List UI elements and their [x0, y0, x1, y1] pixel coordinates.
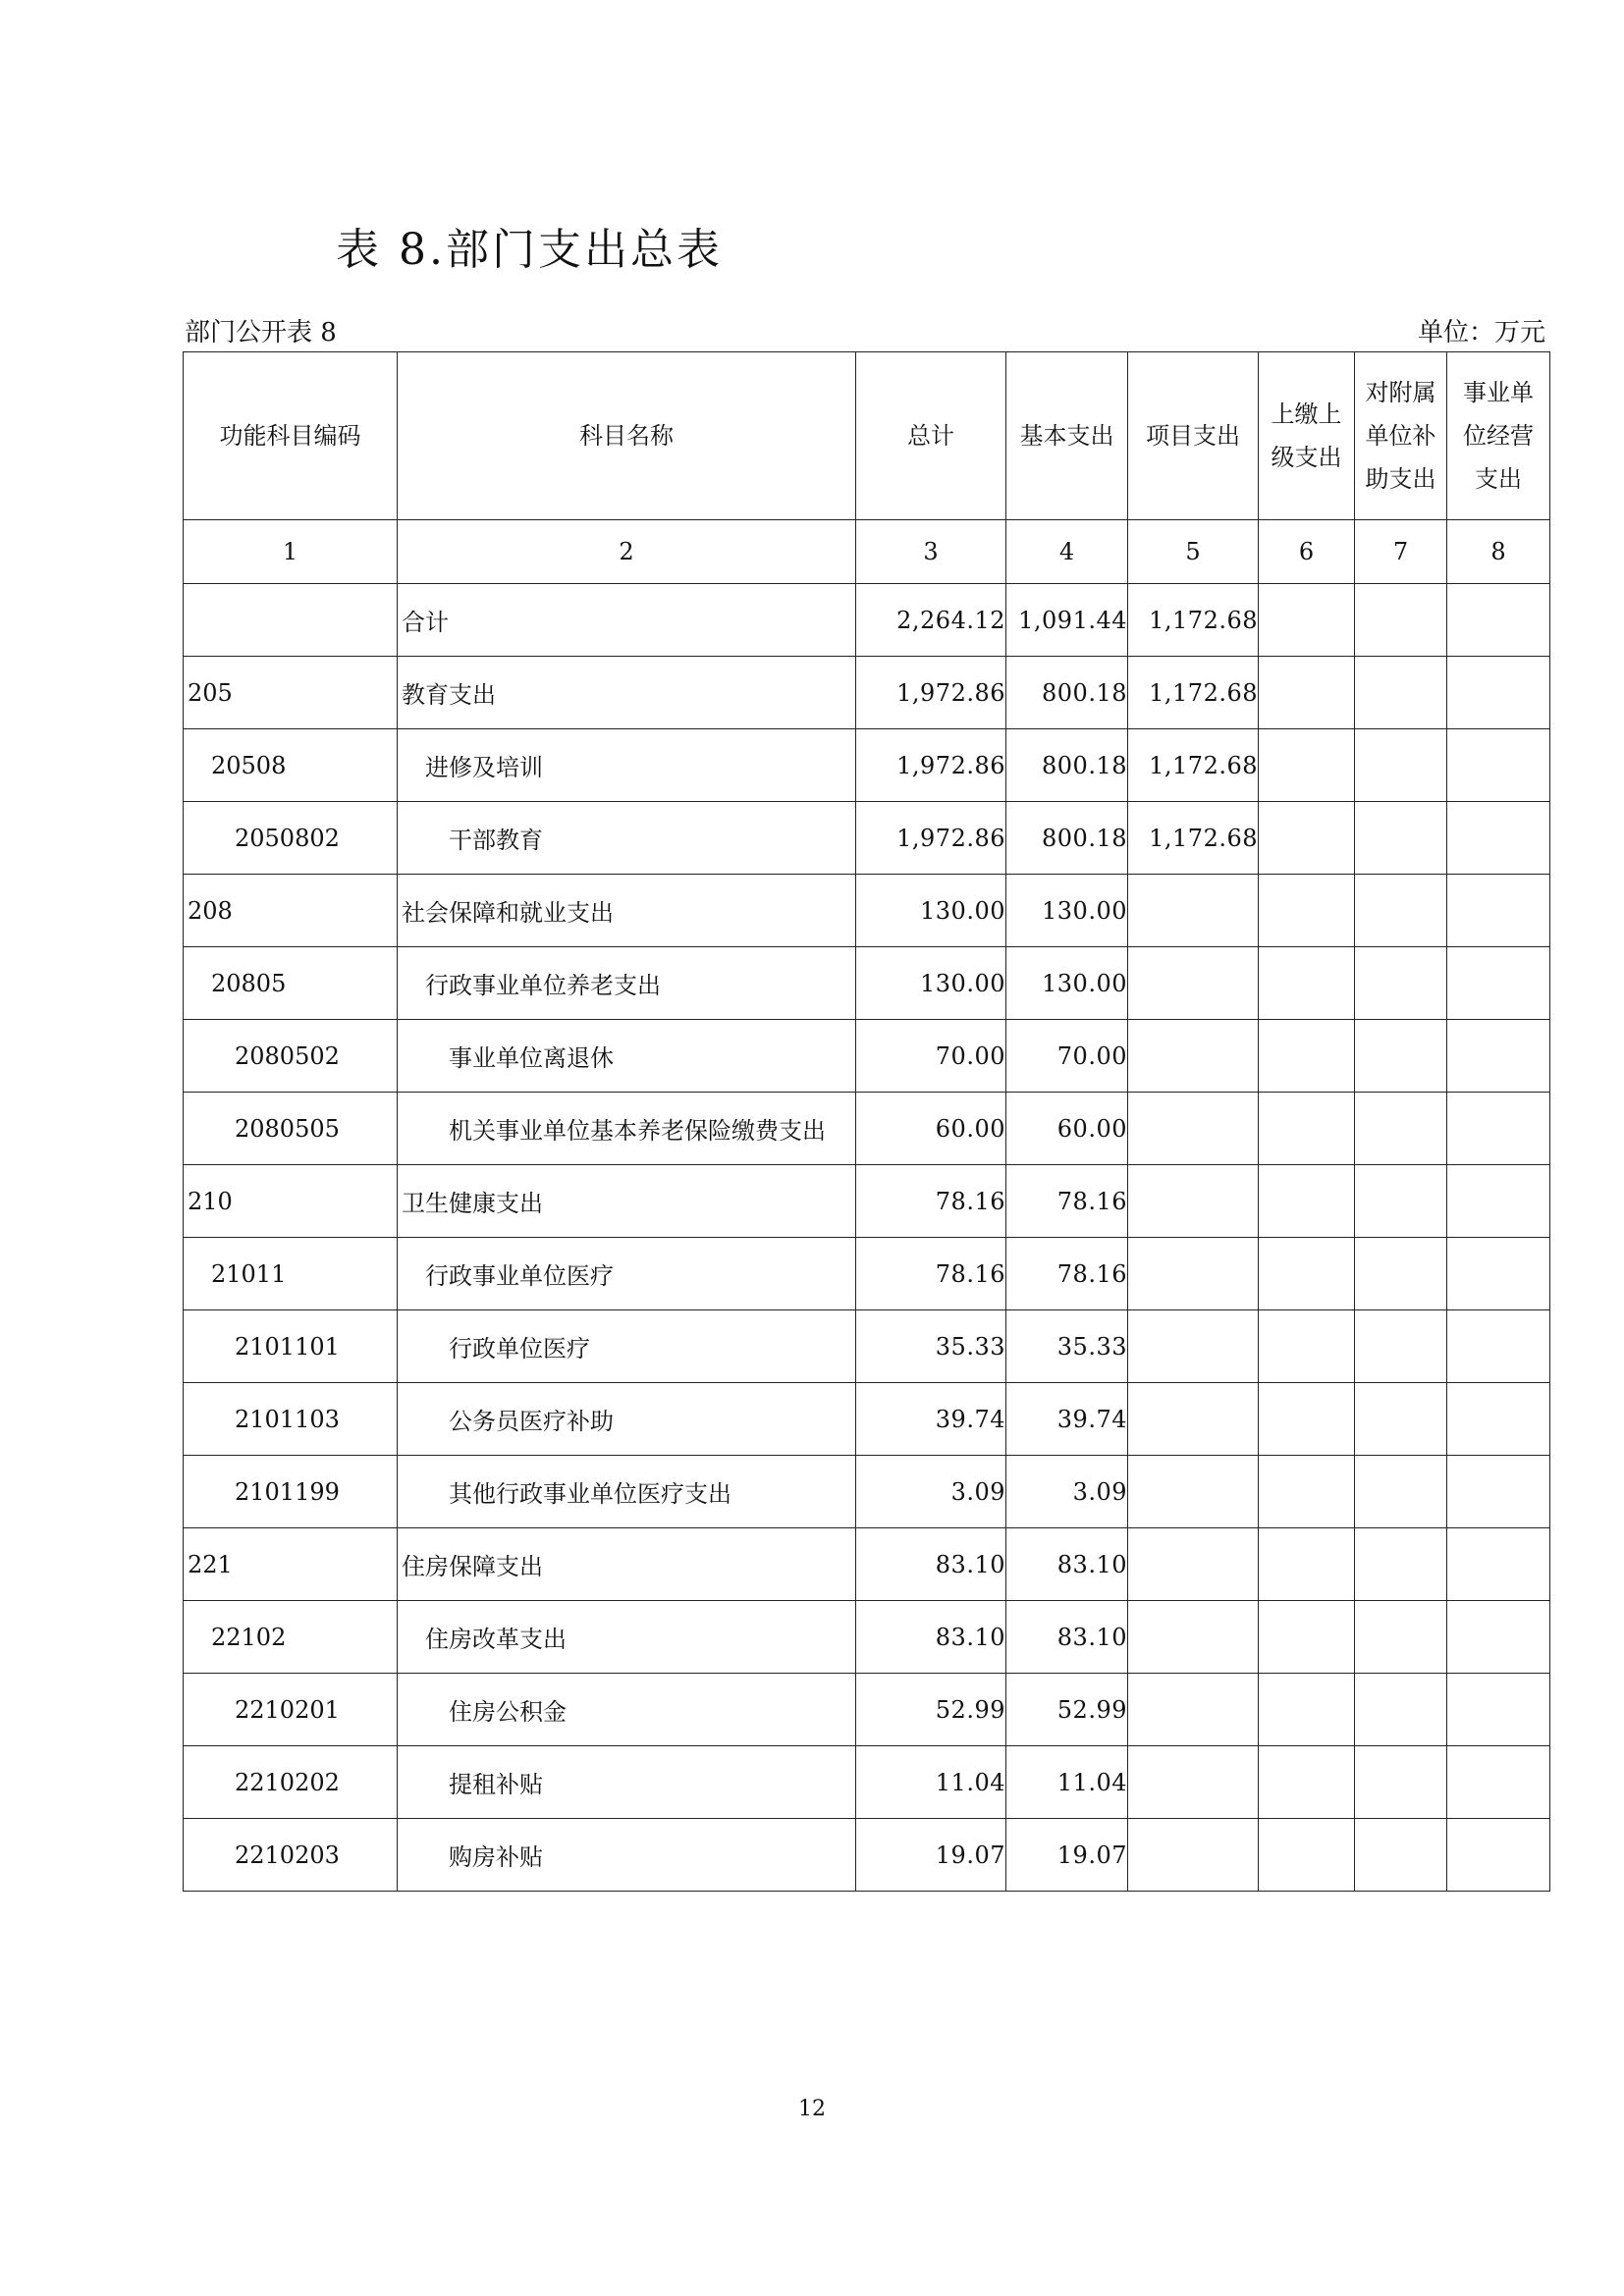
upper-cell — [1259, 802, 1355, 875]
table-row — [184, 1310, 1550, 1383]
name-cell: 行政事业单位医疗 — [398, 1238, 856, 1310]
project-cell — [1128, 1528, 1259, 1601]
table-row — [184, 1238, 1550, 1310]
table-row — [184, 802, 1550, 875]
column-number-5: 5 — [1128, 520, 1259, 584]
business-cell — [1447, 1093, 1550, 1165]
upper-cell — [1259, 1383, 1355, 1456]
upper-cell — [1259, 1238, 1355, 1310]
code-cell: 2210203 — [184, 1819, 398, 1892]
total-cell: 3.09 — [856, 1456, 1006, 1528]
basic-cell: 19.07 — [1006, 1819, 1128, 1892]
business-cell — [1447, 657, 1550, 729]
table-row — [184, 1456, 1550, 1528]
project-cell — [1128, 1746, 1259, 1819]
column-number-1: 1 — [184, 520, 398, 584]
subsidy-cell — [1355, 657, 1447, 729]
business-cell — [1447, 1674, 1550, 1746]
business-cell — [1447, 1456, 1550, 1528]
upper-cell — [1259, 875, 1355, 947]
project-cell — [1128, 1093, 1259, 1165]
code-cell: 2080502 — [184, 1020, 398, 1093]
subsidy-cell — [1355, 1601, 1447, 1674]
subsidy-cell — [1355, 1238, 1447, 1310]
business-cell — [1447, 1819, 1550, 1892]
name-cell: 合计 — [398, 584, 856, 657]
project-cell — [1128, 875, 1259, 947]
column-number-7: 7 — [1355, 520, 1447, 584]
column-number-4: 4 — [1006, 520, 1128, 584]
code-cell: 2050802 — [184, 802, 398, 875]
subsidy-cell — [1355, 1819, 1447, 1892]
basic-cell: 130.00 — [1006, 875, 1128, 947]
expenditure-table — [183, 351, 1550, 1892]
basic-cell: 1,091.44 — [1006, 584, 1128, 657]
code-cell: 2101103 — [184, 1383, 398, 1456]
header-row — [184, 352, 1550, 520]
code-cell: 2101101 — [184, 1310, 398, 1383]
name-cell: 住房改革支出 — [398, 1601, 856, 1674]
subsidy-cell — [1355, 1310, 1447, 1383]
name-cell: 进修及培训 — [398, 729, 856, 802]
name-cell: 公务员医疗补助 — [398, 1383, 856, 1456]
project-cell — [1128, 1383, 1259, 1456]
total-cell: 130.00 — [856, 947, 1006, 1020]
subsidy-cell — [1355, 1456, 1447, 1528]
name-cell: 住房公积金 — [398, 1674, 856, 1746]
code-cell: 205 — [184, 657, 398, 729]
name-cell: 机关事业单位基本养老保险缴费支出 — [398, 1093, 856, 1165]
upper-cell — [1259, 1165, 1355, 1238]
project-cell — [1128, 1674, 1259, 1746]
project-cell: 1,172.68 — [1128, 802, 1259, 875]
business-cell — [1447, 947, 1550, 1020]
business-cell — [1447, 729, 1550, 802]
total-cell: 70.00 — [856, 1020, 1006, 1093]
total-cell: 52.99 — [856, 1674, 1006, 1746]
subsidy-cell — [1355, 1165, 1447, 1238]
basic-cell: 11.04 — [1006, 1746, 1128, 1819]
project-cell — [1128, 1601, 1259, 1674]
name-cell: 其他行政事业单位医疗支出 — [398, 1456, 856, 1528]
subsidy-cell — [1355, 1020, 1447, 1093]
header-cell-total: 总计 — [856, 352, 1006, 520]
business-cell — [1447, 1746, 1550, 1819]
upper-cell — [1259, 1674, 1355, 1746]
code-cell: 21011 — [184, 1238, 398, 1310]
basic-cell: 800.18 — [1006, 729, 1128, 802]
code-cell: 20508 — [184, 729, 398, 802]
upper-cell — [1259, 1746, 1355, 1819]
upper-cell — [1259, 584, 1355, 657]
upper-cell — [1259, 657, 1355, 729]
table-row — [184, 1674, 1550, 1746]
basic-cell: 70.00 — [1006, 1020, 1128, 1093]
table-label: 部门公开表 8 — [185, 318, 337, 347]
code-cell: 22102 — [184, 1601, 398, 1674]
table-row — [184, 1093, 1550, 1165]
subsidy-cell — [1355, 1528, 1447, 1601]
business-cell — [1447, 802, 1550, 875]
business-cell — [1447, 1238, 1550, 1310]
column-number-row — [184, 520, 1550, 584]
project-cell: 1,172.68 — [1128, 657, 1259, 729]
table-row — [184, 1746, 1550, 1819]
subsidy-cell — [1355, 875, 1447, 947]
total-cell: 78.16 — [856, 1165, 1006, 1238]
code-cell: 2080505 — [184, 1093, 398, 1165]
table-row — [184, 584, 1550, 657]
header-cell-basic: 基本支出 — [1006, 352, 1128, 520]
name-cell: 住房保障支出 — [398, 1528, 856, 1601]
business-cell — [1447, 1601, 1550, 1674]
code-cell: 2210201 — [184, 1674, 398, 1746]
total-cell: 1,972.86 — [856, 729, 1006, 802]
column-number-3: 3 — [856, 520, 1006, 584]
upper-cell — [1259, 1528, 1355, 1601]
business-cell — [1447, 584, 1550, 657]
code-cell: 221 — [184, 1528, 398, 1601]
basic-cell: 35.33 — [1006, 1310, 1128, 1383]
page-title: 表 8.部门支出总表 — [336, 225, 723, 275]
business-cell — [1447, 1383, 1550, 1456]
name-cell: 干部教育 — [398, 802, 856, 875]
basic-cell: 3.09 — [1006, 1456, 1128, 1528]
name-cell: 行政单位医疗 — [398, 1310, 856, 1383]
project-cell — [1128, 1020, 1259, 1093]
total-cell: 2,264.12 — [856, 584, 1006, 657]
business-cell — [1447, 1528, 1550, 1601]
total-cell: 78.16 — [856, 1238, 1006, 1310]
table-row — [184, 1528, 1550, 1601]
upper-cell — [1259, 1020, 1355, 1093]
column-number-2: 2 — [398, 520, 856, 584]
table-row — [184, 729, 1550, 802]
table-row — [184, 657, 1550, 729]
name-cell: 卫生健康支出 — [398, 1165, 856, 1238]
total-cell: 11.04 — [856, 1746, 1006, 1819]
project-cell — [1128, 947, 1259, 1020]
table-row — [184, 947, 1550, 1020]
column-number-6: 6 — [1259, 520, 1355, 584]
business-cell — [1447, 1165, 1550, 1238]
basic-cell: 130.00 — [1006, 947, 1128, 1020]
project-cell: 1,172.68 — [1128, 729, 1259, 802]
code-cell: 2101199 — [184, 1456, 398, 1528]
code-cell: 210 — [184, 1165, 398, 1238]
upper-cell — [1259, 947, 1355, 1020]
total-cell: 39.74 — [856, 1383, 1006, 1456]
unit-label: 单位：万元 — [1417, 318, 1545, 347]
header-cell-project: 项目支出 — [1128, 352, 1259, 520]
project-cell — [1128, 1310, 1259, 1383]
total-cell: 35.33 — [856, 1310, 1006, 1383]
header-cell-code: 功能科目编码 — [184, 352, 398, 520]
upper-cell — [1259, 1093, 1355, 1165]
basic-cell: 78.16 — [1006, 1238, 1128, 1310]
basic-cell: 800.18 — [1006, 657, 1128, 729]
business-cell — [1447, 875, 1550, 947]
upper-cell — [1259, 729, 1355, 802]
total-cell: 19.07 — [856, 1819, 1006, 1892]
code-cell — [184, 584, 398, 657]
total-cell: 1,972.86 — [856, 657, 1006, 729]
basic-cell: 78.16 — [1006, 1165, 1128, 1238]
name-cell: 社会保障和就业支出 — [398, 875, 856, 947]
total-cell: 83.10 — [856, 1601, 1006, 1674]
subsidy-cell — [1355, 729, 1447, 802]
name-cell: 购房补贴 — [398, 1819, 856, 1892]
header-cell-name: 科目名称 — [398, 352, 856, 520]
basic-cell: 60.00 — [1006, 1093, 1128, 1165]
table-row — [184, 1383, 1550, 1456]
subsidy-cell — [1355, 1383, 1447, 1456]
name-cell: 教育支出 — [398, 657, 856, 729]
subsidy-cell — [1355, 802, 1447, 875]
total-cell: 83.10 — [856, 1528, 1006, 1601]
page-number: 12 — [798, 2097, 826, 2121]
name-cell: 提租补贴 — [398, 1746, 856, 1819]
header-cell-subsidy: 对附属单位补助支出 — [1355, 352, 1447, 520]
subsidy-cell — [1355, 584, 1447, 657]
name-cell: 行政事业单位养老支出 — [398, 947, 856, 1020]
project-cell: 1,172.68 — [1128, 584, 1259, 657]
table-row — [184, 875, 1550, 947]
upper-cell — [1259, 1310, 1355, 1383]
basic-cell: 83.10 — [1006, 1528, 1128, 1601]
header-cell-business: 事业单位经营支出 — [1447, 352, 1550, 520]
subsidy-cell — [1355, 1674, 1447, 1746]
column-number-8: 8 — [1447, 520, 1550, 584]
business-cell — [1447, 1310, 1550, 1383]
code-cell: 208 — [184, 875, 398, 947]
table-row — [184, 1020, 1550, 1093]
project-cell — [1128, 1165, 1259, 1238]
subsidy-cell — [1355, 1093, 1447, 1165]
upper-cell — [1259, 1601, 1355, 1674]
project-cell — [1128, 1819, 1259, 1892]
upper-cell — [1259, 1456, 1355, 1528]
basic-cell: 52.99 — [1006, 1674, 1128, 1746]
header-cell-upper: 上缴上级支出 — [1259, 352, 1355, 520]
table-row — [184, 1165, 1550, 1238]
table-row — [184, 1601, 1550, 1674]
business-cell — [1447, 1020, 1550, 1093]
subsidy-cell — [1355, 1746, 1447, 1819]
total-cell: 60.00 — [856, 1093, 1006, 1165]
upper-cell — [1259, 1819, 1355, 1892]
code-cell: 2210202 — [184, 1746, 398, 1819]
total-cell: 130.00 — [856, 875, 1006, 947]
basic-cell: 39.74 — [1006, 1383, 1128, 1456]
name-cell: 事业单位离退休 — [398, 1020, 856, 1093]
table-row — [184, 1819, 1550, 1892]
project-cell — [1128, 1238, 1259, 1310]
project-cell — [1128, 1456, 1259, 1528]
basic-cell: 83.10 — [1006, 1601, 1128, 1674]
basic-cell: 800.18 — [1006, 802, 1128, 875]
total-cell: 1,972.86 — [856, 802, 1006, 875]
code-cell: 20805 — [184, 947, 398, 1020]
subsidy-cell — [1355, 947, 1447, 1020]
